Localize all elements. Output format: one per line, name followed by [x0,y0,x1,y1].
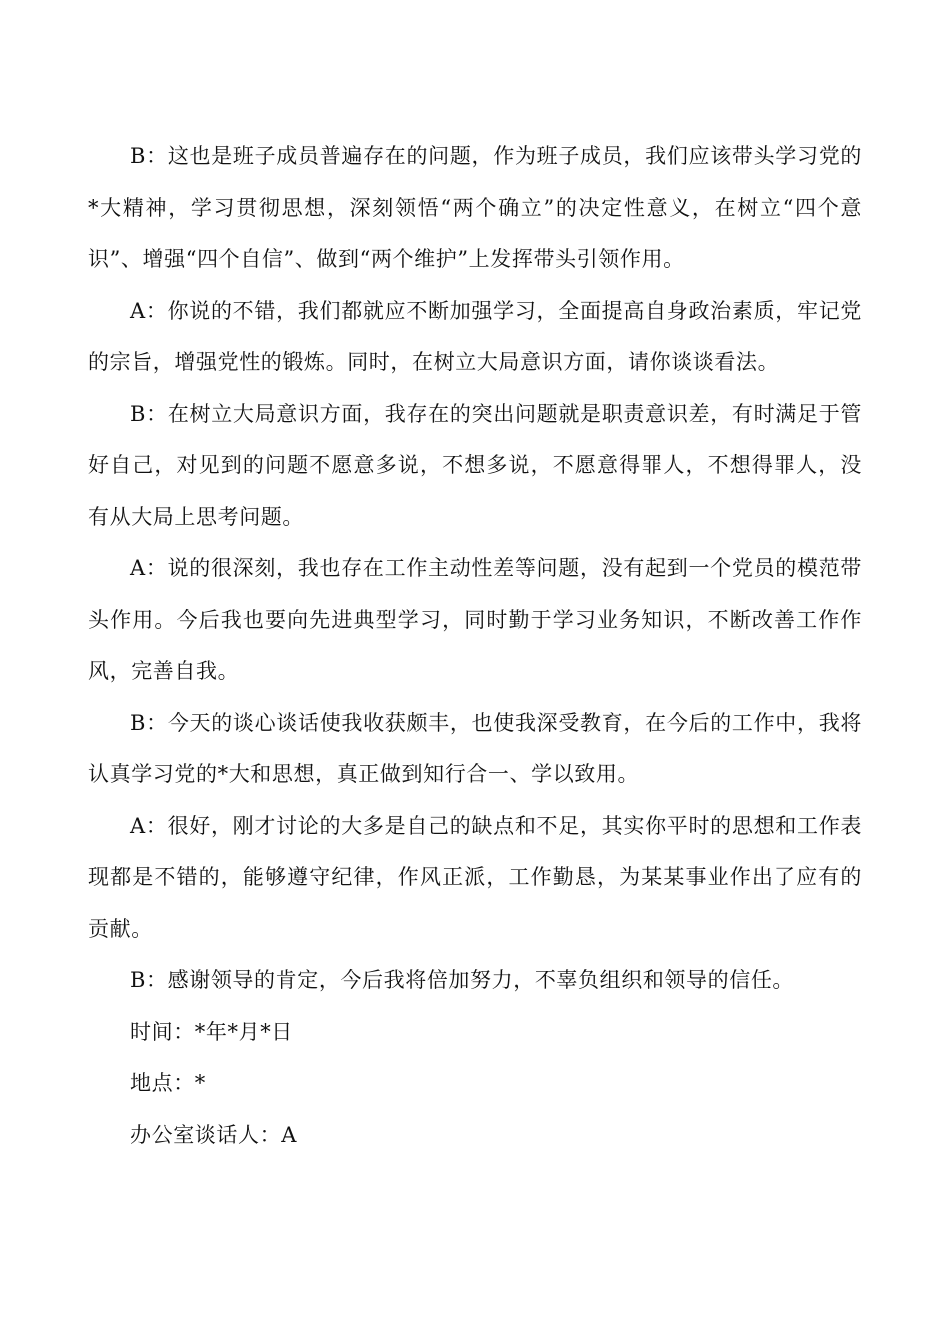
dialogue-paragraph-b-2: B：在树立大局意识方面，我存在的突出问题就是职责意识差，有时满足于管好自己，对见到的问题不愿意多说，不想多说，不愿意得罪人，不想得罪人，没有从大局上思考问题。 [88,401,862,529]
dialogue-paragraph-b-1: B：这也是班子成员普遍存在的问题，作为班子成员，我们应该带头学习党的*大精神，学习贯彻思想，深刻领悟“两个确立”的决定性意义，在树立“四个意识”、增强“四个自信”、做到“两个维护”上发挥带头引领作用。 [88,144,862,271]
document-body [88,131,862,1161]
speaker-line: 办公室谈话人：A [130,1122,297,1147]
dialogue-paragraph-b-3: B：今天的谈心谈话使我收获颇丰，也使我深受教育，在今后的工作中，我将认真学习党的*大和思想，真正做到知行合一、学以致用。 [88,710,862,786]
place-line: 地点：* [130,1071,206,1095]
dialogue-paragraph-a-1: A：你说的不错，我们都就应不断加强学习，全面提高自身政治素质，牢记党的宗旨，增强党性的锻炼。同时，在树立大局意识方面，请你谈谈看法。 [88,298,862,374]
dialogue-paragraph-a-3: A：很好，刚才讨论的大多是自己的缺点和不足，其实你平时的思想和工作表现都是不错的，能够遵守纪律，作风正派，工作勤恳，为某某事业作出了应有的贡献。 [88,813,862,941]
dialogue-paragraph-b-4: B：感谢领导的肯定，今后我将倍加努力，不辜负组织和领导的信任。 [130,968,795,992]
time-line: 时间：*年*月*日 [130,1019,293,1044]
dialogue-paragraph-a-2: A：说的很深刻，我也存在工作主动性差等问题，没有起到一个党员的模范带头作用。今后我也要向先进典型学习，同时勤于学习业务知识，不断改善工作作风，完善自我。 [88,556,862,683]
